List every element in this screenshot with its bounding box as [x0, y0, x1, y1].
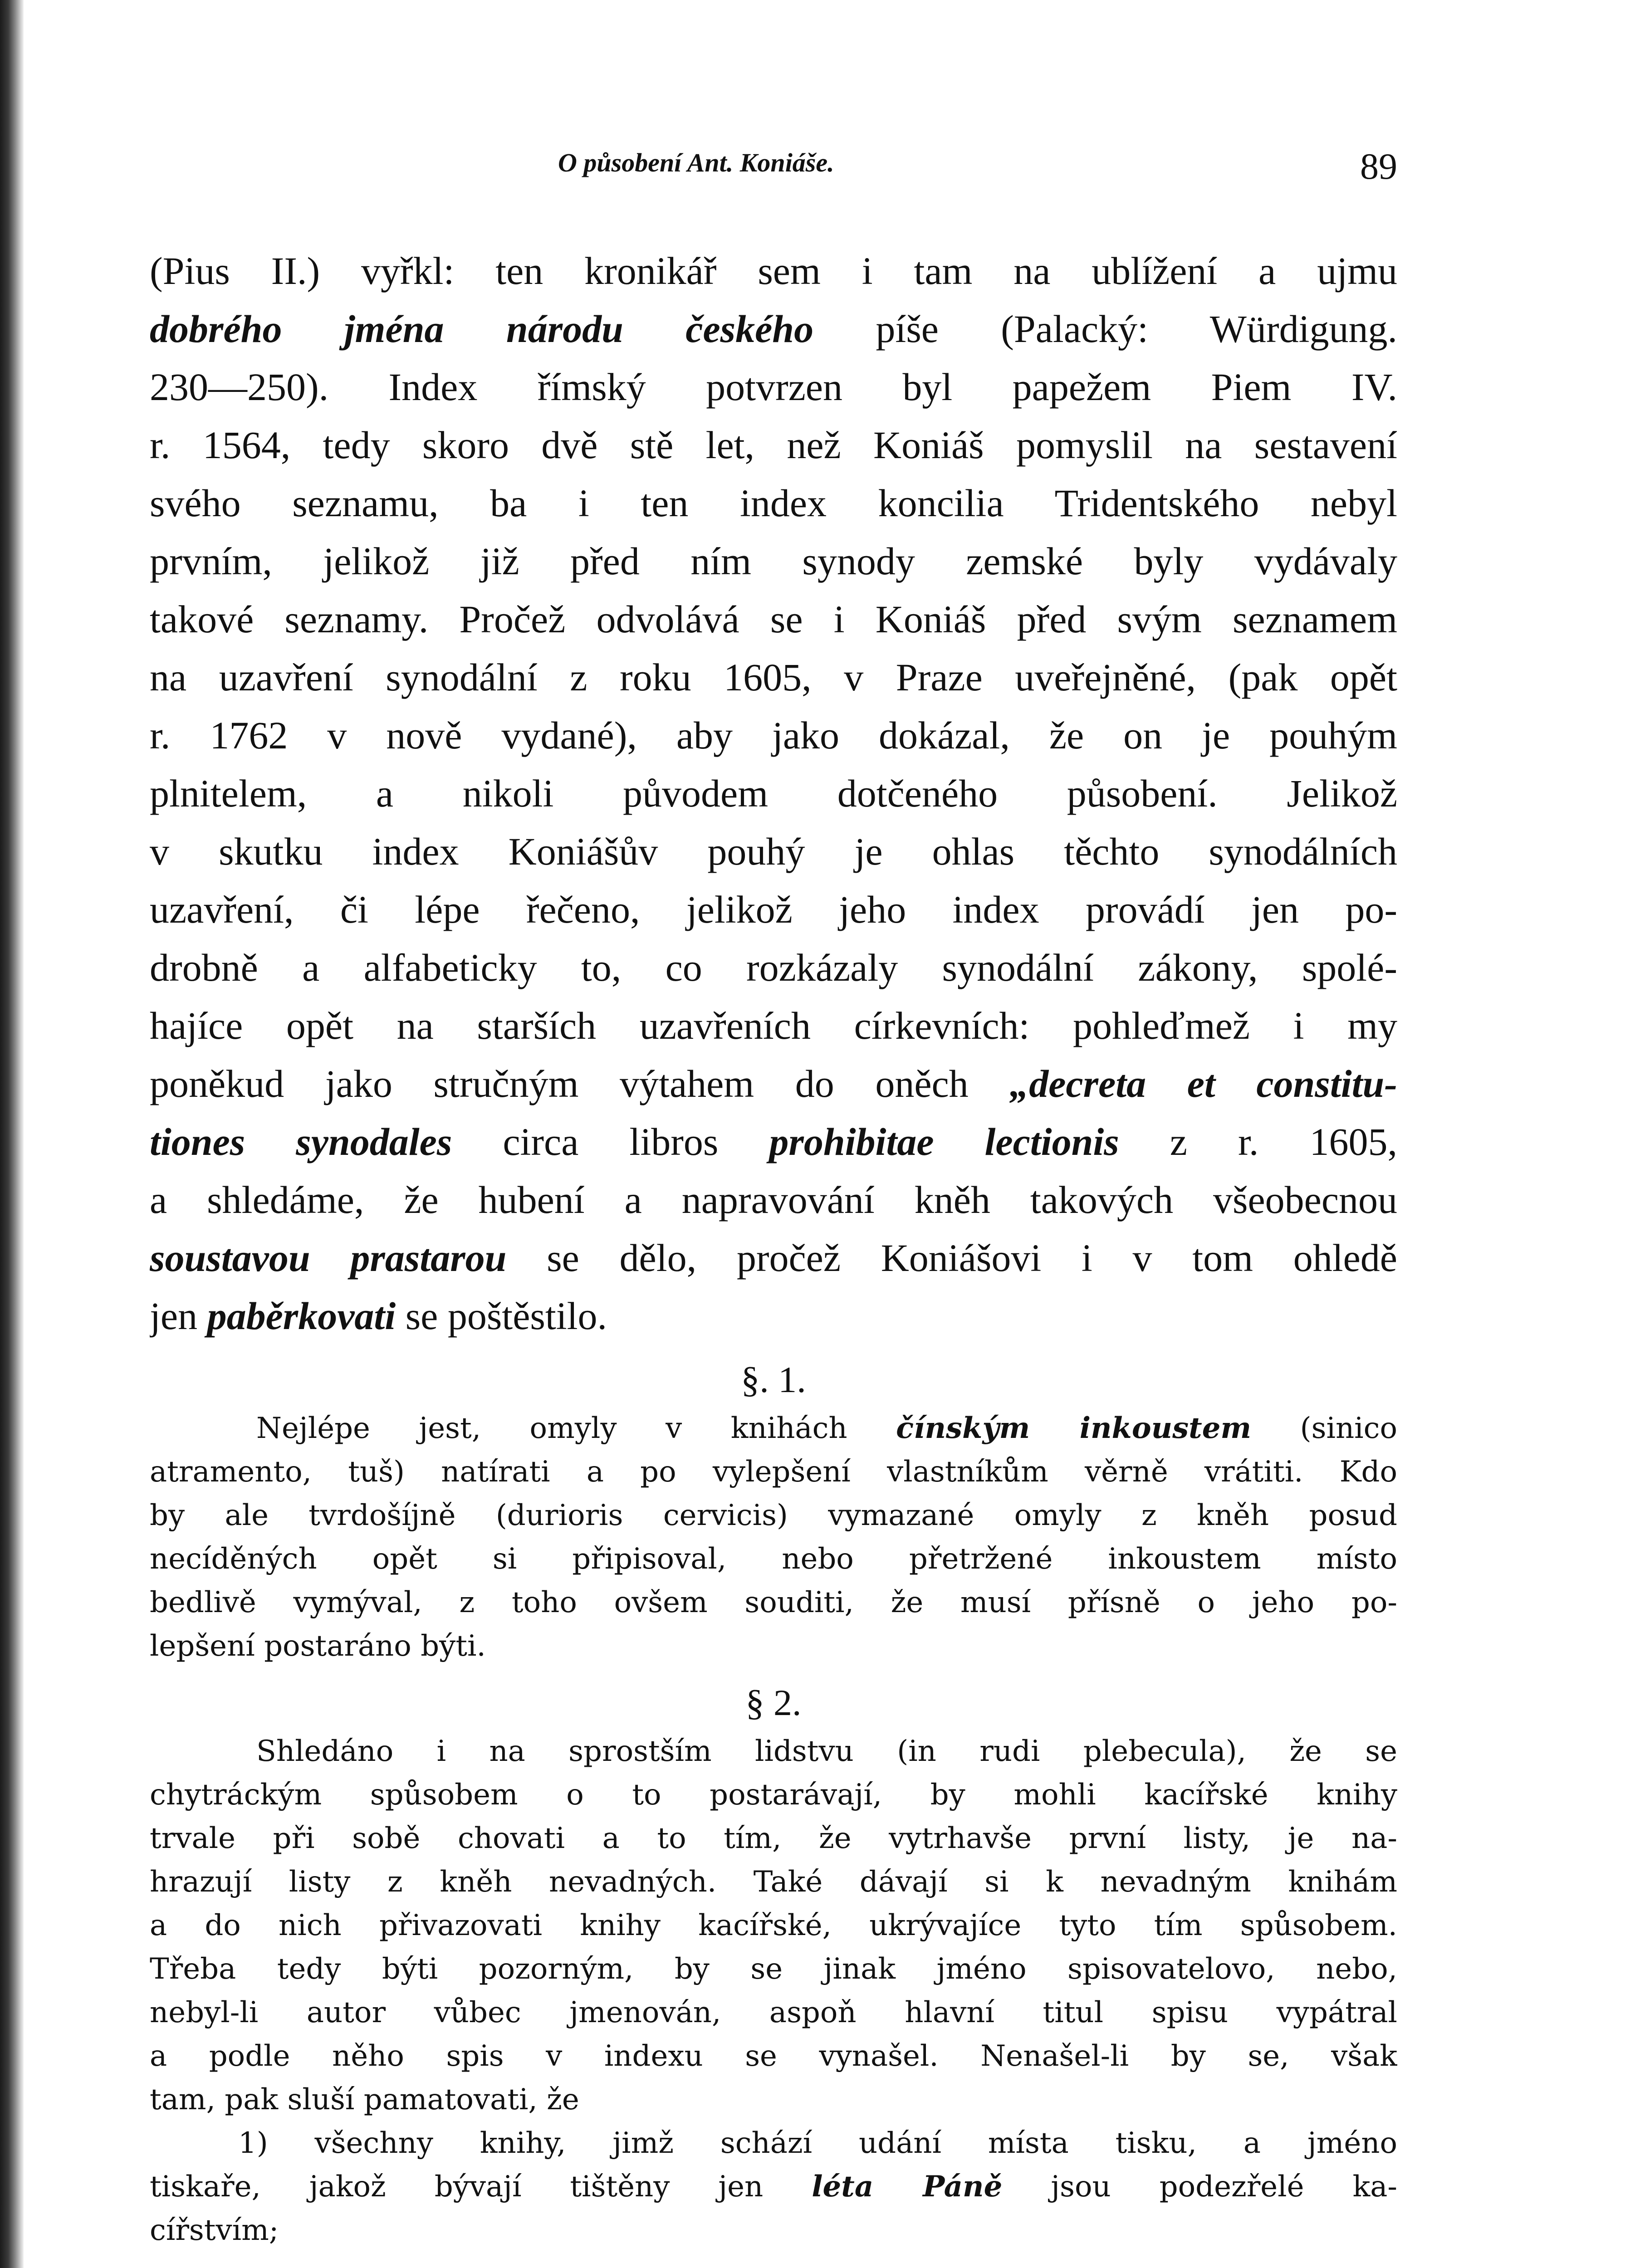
- text-line: 230—250). Index římský potvrzen byl papežem Piem IV.: [150, 365, 1397, 409]
- text-line: necíděných opět si připisoval, nebo přetržené inkoustem místo: [150, 1542, 1397, 1576]
- text-line: [150, 300, 1397, 358]
- text-line: lepšení postaráno býti.: [150, 1629, 486, 1663]
- list-item: 1) všechny knihy, jimž schází udání místa tisku, a jméno: [238, 2126, 1397, 2160]
- running-title-word: působení: [583, 148, 682, 177]
- latin-title: tiones synodales: [150, 1120, 452, 1163]
- text-line: [150, 1113, 1397, 1171]
- line-text: Nejlépe jest, omyly v knihách: [256, 1412, 896, 1445]
- line-text: se poštěstilo.: [396, 1294, 607, 1338]
- text-line: r. 1564, tedy skoro dvě stě let, než Koniáš pomyslil na sestavení: [150, 423, 1397, 467]
- text-line: by ale tvrdošíjně (durioris cervicis) vymazané omyly z kněh posud: [150, 1499, 1397, 1532]
- line-text: tiskaře, jakož bývají tištěny jen: [150, 2170, 812, 2204]
- line-text: jen: [150, 1294, 207, 1338]
- text-line: chytráckým spůsobem o to postarávají, by mohli kacířské knihy: [150, 1778, 1397, 1812]
- scan-binding-edge: [0, 0, 24, 2268]
- text-line: Třeba tedy býti pozorným, by se jinak jméno spisovatelovo, nebo,: [150, 1952, 1397, 1986]
- text-line: uzavření, či lépe řečeno, jelikož jeho index provádí jen po-: [150, 888, 1397, 931]
- emphasized-phrase: léta Páně: [812, 2170, 1003, 2204]
- section-heading: § 2.: [745, 1682, 802, 1723]
- book-page: [150, 145, 1397, 2268]
- line-text: píše (Palacký: Würdigung.: [813, 307, 1397, 351]
- text-line: [150, 1229, 1397, 1287]
- text-line: tam, pak sluší pamatovati, že: [150, 2083, 579, 2116]
- text-line: a do nich přivazovati knihy kacířské, ukrývajíce tyto tím spůsobem.: [150, 1909, 1397, 1942]
- running-title-rest: Ant. Koniáše.: [681, 148, 834, 177]
- text-line: cířstvím;: [150, 2214, 279, 2247]
- line-text: circa libros: [452, 1120, 769, 1163]
- text-line: trvale při sobě chovati a to tím, že vytrhavše první listy, je na-: [150, 1822, 1397, 1855]
- text-line: a podle něho spis v indexu se vynašel. Nenašel-li by se, však: [150, 2039, 1397, 2073]
- emphasized-word: paběrkovati: [207, 1294, 396, 1338]
- running-title-prefix: O: [558, 148, 584, 177]
- text-line: nebyl-li autor vůbec jmenován, aspoň hlavní titul spisu vypátral: [150, 1996, 1397, 2029]
- emphasized-phrase: čínským inkoustem: [896, 1411, 1252, 1445]
- text-line: a shledáme, že hubení a napravování kněh takových všeobecnou: [150, 1178, 1397, 1222]
- section-heading: §. 1.: [741, 1359, 806, 1400]
- line-text: poněkud jako stručným výtahem do oněch: [150, 1062, 1010, 1105]
- text-line: drobně a alfabeticky to, co rozkázaly synodální zákony, spolé-: [150, 946, 1397, 989]
- text-line: v skutku index Koniášův pouhý je ohlas těchto synodálních: [150, 830, 1397, 873]
- text-line: hajíce opět na starších uzavřeních církevních: pohleďmež i my: [150, 1004, 1397, 1047]
- running-title: [558, 147, 1102, 178]
- text-line: atramento, tuš) natírati a po vylepšení vlastníkům věrně vrátiti. Kdo: [150, 1455, 1397, 1489]
- line-text: se dělo, pročež Koniášovi i v tom ohledě: [506, 1236, 1397, 1280]
- text-line: [150, 1055, 1397, 1113]
- text-line: [150, 1407, 1397, 1450]
- text-line: [150, 2165, 1397, 2209]
- text-line: prvním, jelikož již před ním synody zemské byly vydávaly: [150, 539, 1397, 583]
- text-line: hrazují listy z kněh nevadných. Také dávají si k nevadným knihám: [150, 1865, 1397, 1899]
- line-text: jsou podezřelé ka-: [1002, 2170, 1397, 2204]
- text-line: svého seznamu, ba i ten index koncilia Tridentského nebyl: [150, 481, 1397, 525]
- emphasized-phrase: dobrého jména národu českého: [150, 307, 814, 351]
- text-line: [150, 1287, 1397, 1345]
- latin-title: „decreta et constitu-: [1009, 1062, 1397, 1105]
- line-text: (sinico: [1251, 1412, 1397, 1445]
- text-line: plnitelem, a nikoli původem dotčeného působení. Jelikož: [150, 772, 1397, 815]
- text-line: r. 1762 v nově vydané), aby jako dokázal, že on je pouhým: [150, 714, 1397, 757]
- text-line: (Pius II.) vyřkl: ten kronikář sem i tam na ublížení a ujmu: [150, 249, 1397, 293]
- page-number: 89: [1360, 146, 1397, 187]
- emphasized-phrase: soustavou prastarou: [150, 1236, 507, 1280]
- line-text: z r. 1605,: [1119, 1120, 1397, 1163]
- latin-title: prohibitae lectionis: [769, 1120, 1119, 1163]
- text-line: takové seznamy. Pročež odvolává se i Koniáš před svým seznamem: [150, 597, 1397, 641]
- body-text: [150, 242, 1397, 2252]
- running-head: [150, 145, 1397, 195]
- text-line: Shledáno i na sprostším lidstvu (in rudi plebecula), že se: [256, 1735, 1397, 1768]
- text-line: bedlivě vymýval, z toho ovšem souditi, že musí přísně o jeho po-: [150, 1586, 1397, 1619]
- text-line: na uzavření synodální z roku 1605, v Praze uveřejněné, (pak opět: [150, 655, 1397, 699]
